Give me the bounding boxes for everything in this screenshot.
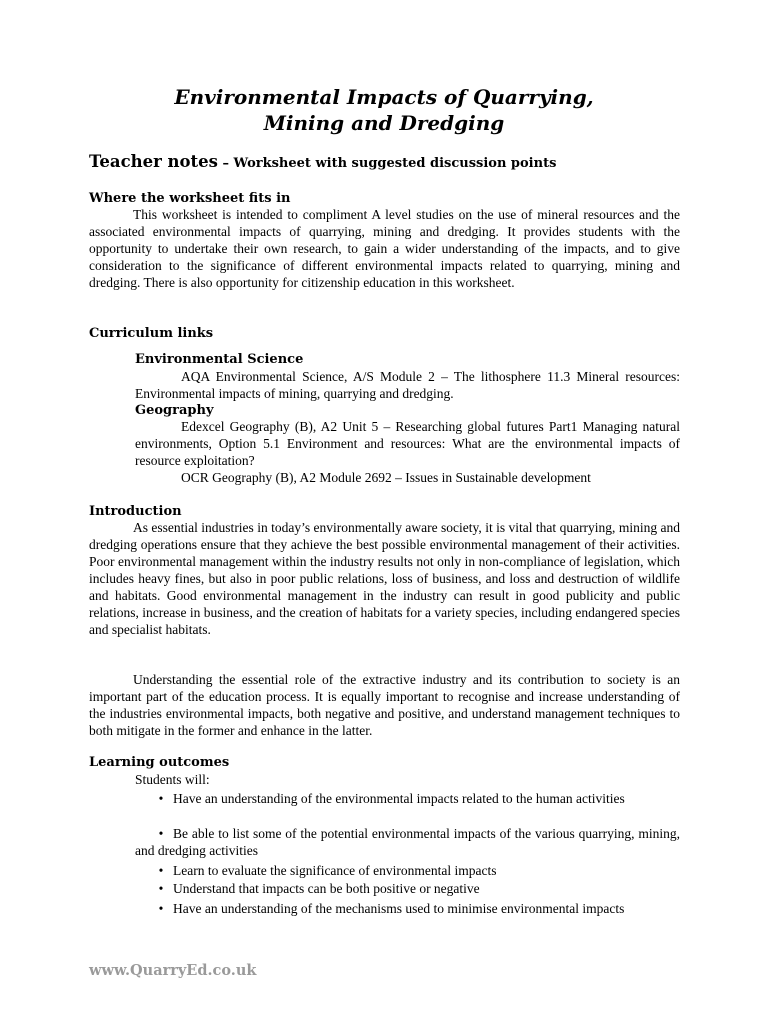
list-item	[135, 880, 680, 897]
footer-url[interactable]: www.QuarryEd.co.uk	[89, 962, 257, 979]
list-item-text: Have an understanding of the environmental impacts related to the human activities	[173, 791, 625, 806]
env-science-heading: Environmental Science	[135, 352, 304, 367]
learning-outcomes-heading: Learning outcomes	[89, 755, 230, 770]
list-item	[135, 790, 680, 807]
teacher-notes-subtitle: Worksheet with suggested discussion points	[233, 156, 557, 171]
teacher-notes-dash: –	[217, 156, 234, 171]
introduction-paragraph-2: Understanding the essential role of the extractive industry and its contribution to society is an important part of the education process. It is equally important to recognise and increase understanding of the industries environmental impacts, both negative and positive, and understand management techniques to both mitigate in the former and enhance in the latter.	[89, 672, 680, 738]
introduction-heading: Introduction	[89, 504, 182, 519]
fits-heading: Where the worksheet fits in	[89, 191, 291, 206]
list-item-text: Be able to list some of the potential environmental impacts of the various quarrying, mining, and dredging activities	[135, 826, 680, 858]
bullet-icon: •	[158, 881, 164, 896]
geography-text-edexcel: Edexcel Geography (B), A2 Unit 5 – Researching global futures Part1 Managing natural environments, Option 5.1 Environment and resources: What are the environmental impacts of resource exploitation?	[135, 419, 680, 468]
list-item	[135, 862, 680, 879]
bullet-icon: •	[158, 901, 164, 916]
list-item-text: Learn to evaluate the significance of environmental impacts	[173, 863, 497, 878]
curriculum-heading: Curriculum links	[89, 326, 214, 341]
teacher-notes-heading	[89, 152, 680, 174]
learning-intro: Students will:	[135, 772, 210, 787]
introduction-paragraph-1: As essential industries in today’s environmentally aware society, it is vital that quarrying, mining and dredging operations ensure that they achieve the best possible environmental management of their activities. Poor environmental management within the industry results not only in non-compliance of legislation, which includes heavy fines, but also in poor public relations, loss of business, and loss and destruction of wildlife and habitats. Good environmental management in the industry can result in good publicity and public relations, increase in business, and the creation of habitats for a variety species, including endangered species and specialist habitats.	[89, 520, 680, 637]
bullet-icon: •	[158, 826, 164, 841]
bullet-icon: •	[158, 863, 164, 878]
fits-paragraph: This worksheet is intended to compliment A level studies on the use of mineral resources and the associated environmental impacts of quarrying, mining and dredging. It provides students with the opportunity to undertake their own research, to gain a wider understanding of the impacts, and to give consideration to the significance of different environmental impacts related to quarrying, mining and dredging. There is also opportunity for citizenship education in this worksheet.	[89, 207, 680, 290]
env-science-text: AQA Environmental Science, A/S Module 2 – The lithosphere 11.3 Mineral resources: Environmental impacts of mining, quarrying and dredging.	[135, 369, 680, 401]
teacher-notes-label: Teacher notes	[89, 152, 218, 171]
document-title-line-2: Mining and Dredging	[263, 111, 505, 135]
list-item-text: Understand that impacts can be both positive or negative	[173, 881, 480, 896]
list-item	[135, 825, 680, 859]
geography-text-ocr: OCR Geography (B), A2 Module 2692 – Issues in Sustainable development	[181, 470, 591, 485]
list-item	[135, 900, 680, 917]
document-title-line-1: Environmental Impacts of Quarrying,	[174, 85, 594, 109]
geography-heading: Geography	[135, 403, 214, 418]
list-item-text: Have an understanding of the mechanisms used to minimise environmental impacts	[173, 901, 625, 916]
bullet-icon: •	[158, 791, 164, 806]
